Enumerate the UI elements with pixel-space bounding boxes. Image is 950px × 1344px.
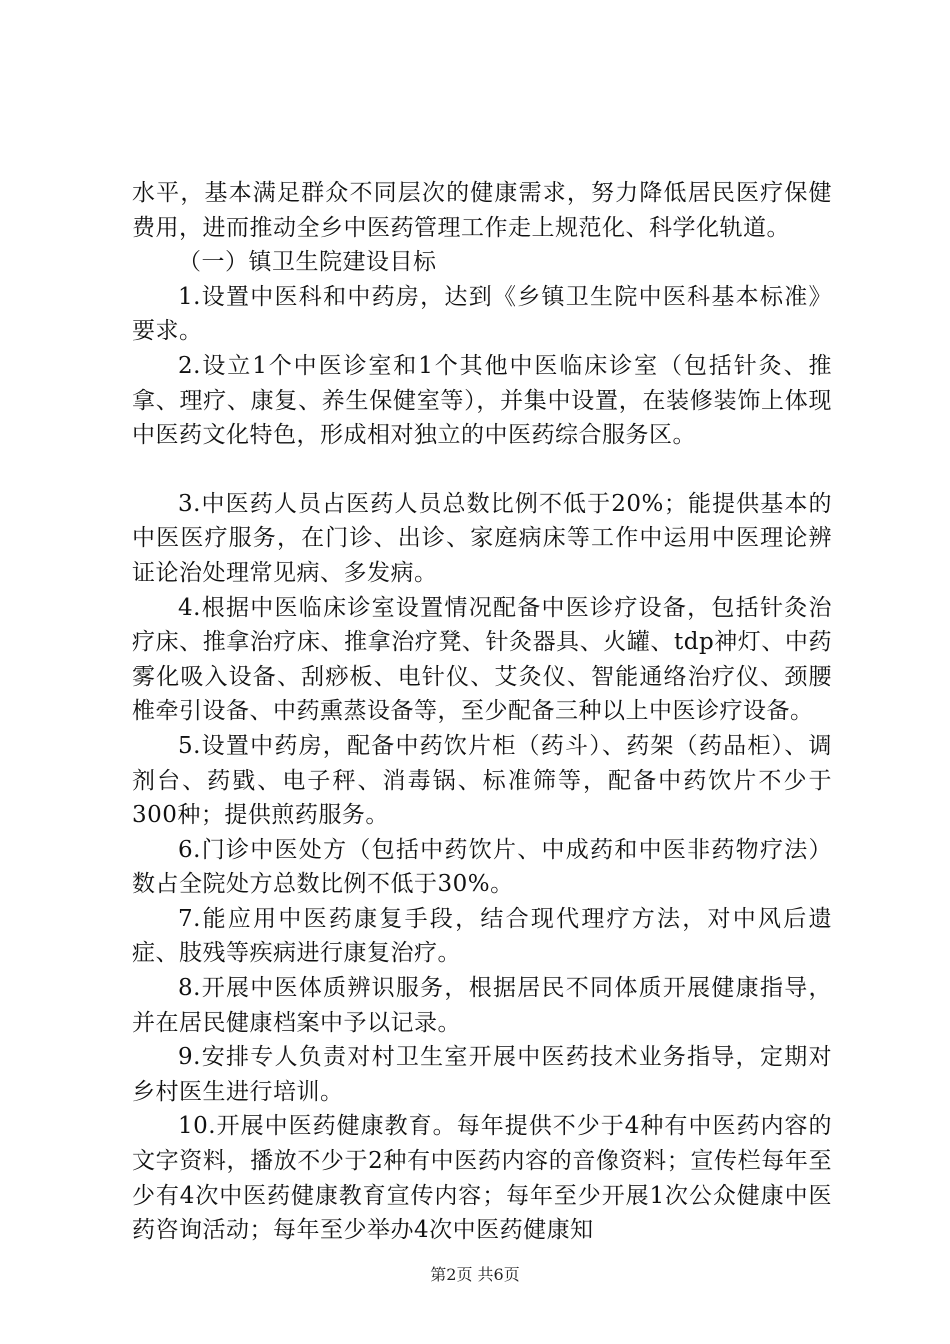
document-body [132,176,832,1248]
paragraph-item-5: 5.设置中药房，配备中药饮片柜（药斗）、药架（药品柜）、调剂台、药戥、电子秤、消毒锅、标准筛等，配备中药饮片不少于300种；提供煎药服务。 [132,732,832,829]
paragraph-item-1: 1.设置中医科和中药房，达到《乡镇卫生院中医科基本标准》要求。 [132,283,832,345]
paragraph-item-2: 2.设立1个中医诊室和1个其他中医临床诊室（包括针灸、推拿、理疗、康复、养生保健室等），并集中设置，在装修装饰上体现中医药文化特色，形成相对独立的中医药综合服务区。 [132,352,832,449]
page-footer: 第2页 共6页 [430,1265,520,1284]
paragraph-item-9: 9.安排专人负责对村卫生室开展中医药技术业务指导，定期对乡村医生进行培训。 [132,1044,832,1105]
paragraph-item-10: 10.开展中医药健康教育。每年提供不少于4种有中医药内容的文字资料，播放不少于2种有中医药内容的音像资料；宣传栏每年至少有4次中医药健康教育宣传内容；每年至少开展1次公众健康中医药咨询活动；每年至少举办4次中医药健康知 [132,1113,832,1244]
paragraph-continuation: 水平，基本满足群众不同层次的健康需求，努力降低居民医疗保健费用，进而推动全乡中医药管理工作走上规范化、科学化轨道。 [132,180,832,241]
section-heading: （一）镇卫生院建设目标 [178,249,437,276]
paragraph-item-4: 4.根据中医临床诊室设置情况配备中医诊疗设备，包括针灸治疗床、推拿治疗床、推拿治疗凳、针灸器具、火罐、tdp神灯、中药雾化吸入设备、刮痧板、电针仪、艾灸仪、智能通络治疗仪、颈腰椎牵引设备、中药熏蒸设备等，至少配备三种以上中医诊疗设备。 [132,594,832,725]
paragraph-item-7: 7.能应用中医药康复手段，结合现代理疗方法，对中风后遗症、肢残等疾病进行康复治疗。 [132,905,832,967]
paragraph-item-6: 6.门诊中医处方（包括中药饮片、中成药和中医非药物疗法）数占全院处方总数比例不低于30%。 [132,836,832,898]
paragraph-item-3: 3.中医药人员占医药人员总数比例不低于20%；能提供基本的中医医疗服务，在门诊、出诊、家庭病床等工作中运用中医理论辨证论治处理常见病、多发病。 [132,490,832,586]
paragraph-item-8: 8.开展中医体质辨识服务，根据居民不同体质开展健康指导，并在居民健康档案中予以记录。 [132,975,832,1036]
